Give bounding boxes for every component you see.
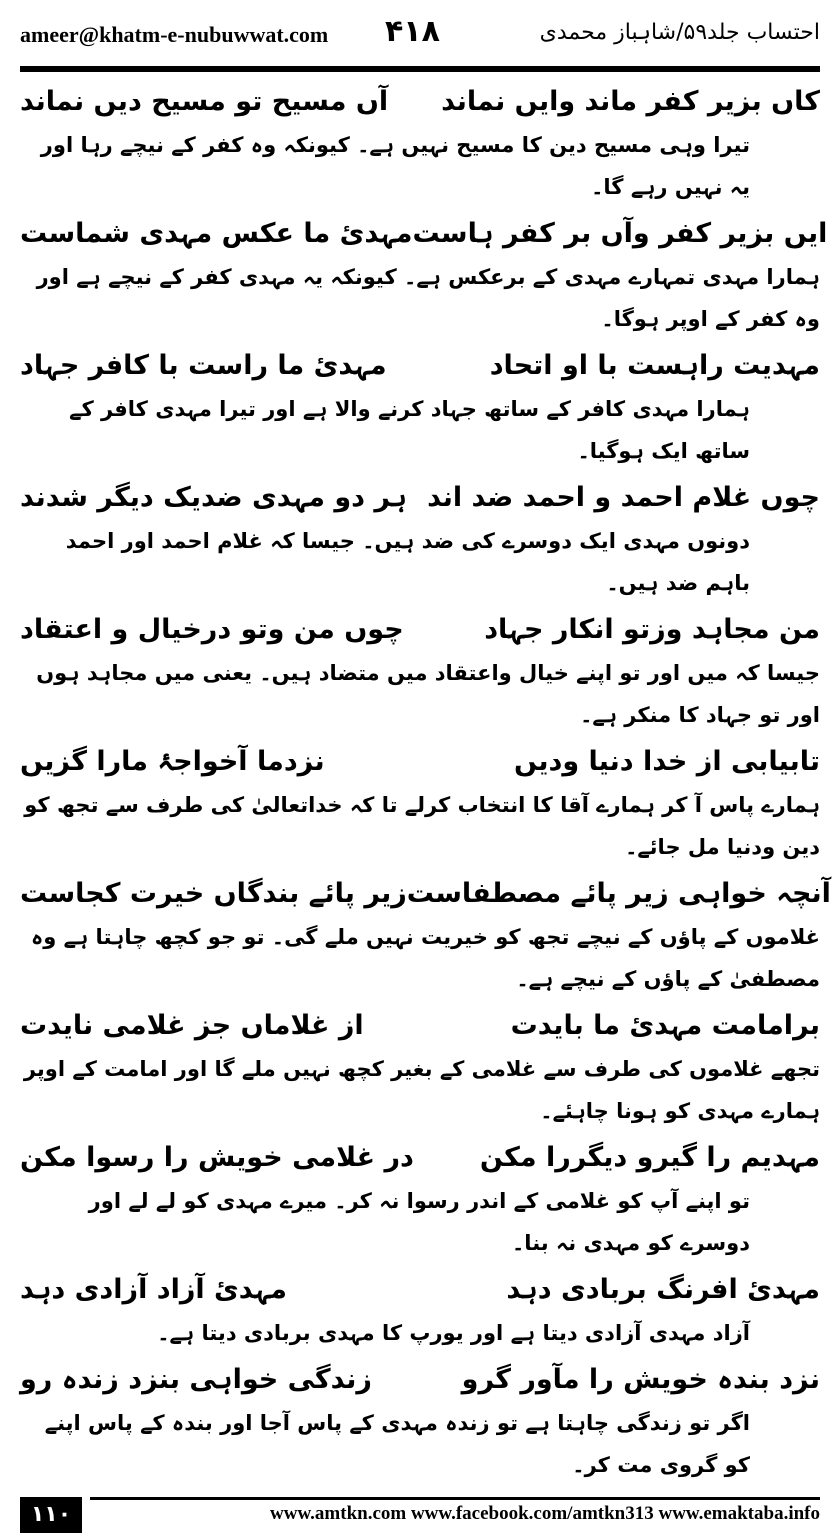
stanza bbox=[20, 80, 820, 208]
verse-line bbox=[20, 740, 820, 784]
verse-line bbox=[20, 1004, 820, 1048]
verse-line bbox=[20, 1136, 820, 1180]
footer-rule bbox=[90, 1497, 820, 1500]
email-address: ameer@khatm-e-nubuwwat.com bbox=[20, 22, 329, 47]
stanza bbox=[20, 1268, 820, 1354]
hemistich-first: زندگی خواہی بنزد زندہ رو bbox=[20, 1364, 372, 1395]
hemistich-first: از غلاماں جز غلامی نایدت bbox=[20, 1010, 364, 1041]
hemistich-first: زیر پائے بندگاں خیرت کجاست bbox=[20, 878, 407, 909]
book-title: احتساب جلد۵۹/شاہباز محمدی bbox=[539, 20, 820, 45]
translation: اگر تو زندگی چاہتا ہے تو زندہ مہدی کے پاس آجا اور بندہ کے پاس اپنے کو گروی مت کر۔ bbox=[44, 1411, 750, 1477]
hemistich-first: مہدیٔ آزاد آزادی دہد bbox=[20, 1274, 287, 1305]
hemistich-second: برامامت مہدیٔ ما بایدت bbox=[510, 1010, 820, 1041]
verse-line bbox=[20, 476, 820, 520]
hemistich-first: مہدیٔ ما راست با کافر جہاد bbox=[20, 350, 387, 381]
stanza bbox=[20, 1004, 820, 1132]
translation: تو اپنے آپ کو غلامی کے اندر رسوا نہ کر۔ میرے مہدی کو لے لے اور دوسرے کو مہدی نہ بنا۔ bbox=[88, 1189, 750, 1255]
hemistich-second: تابیابی از خدا دنیا ودیں bbox=[514, 746, 820, 777]
hemistich-second: مہدیٔ افرنگ بربادی دہد bbox=[506, 1274, 820, 1305]
stanza bbox=[20, 212, 828, 340]
verse-line bbox=[20, 344, 820, 388]
translation: ہمارے پاس آ کر ہمارے آقا کا انتخاب کرلے تا کہ خداتعالیٰ کی طرف سے تجھ کو دین ودنیا مل جائے۔ bbox=[24, 793, 820, 859]
poem-content bbox=[20, 80, 831, 1490]
stanza bbox=[20, 1136, 820, 1264]
verse-line bbox=[20, 608, 820, 652]
stanza bbox=[20, 344, 820, 472]
hemistich-first: چوں من وتو درخیال و اعتقاد bbox=[20, 614, 404, 645]
hemistich-second: مہدیت راہست با او اتحاد bbox=[489, 350, 820, 381]
stanza bbox=[20, 872, 831, 1000]
header-rule bbox=[20, 66, 820, 72]
translation: آزاد مہدی آزادی دیتا ہے اور یورپ کا مہدی بربادی دیتا ہے۔ bbox=[157, 1321, 750, 1345]
hemistich-first: ہر دو مہدی ضدیک دیگر شدند bbox=[20, 482, 407, 513]
footer-page-number: ۱۱۰ bbox=[20, 1497, 82, 1533]
hemistich-second: چوں غلام احمد و احمد ضد اند bbox=[427, 482, 820, 513]
hemistich-first: در غلامی خویش را رسوا مکن bbox=[20, 1142, 414, 1173]
hemistich-first: مہدیٔ ما عکس مہدی شماست bbox=[20, 218, 413, 249]
hemistich-first: آں مسیح تو مسیح دیں نماند bbox=[20, 86, 389, 117]
stanza bbox=[20, 476, 820, 604]
verse-line bbox=[20, 1268, 820, 1312]
verse-line bbox=[20, 212, 828, 256]
page-footer bbox=[20, 1497, 820, 1533]
hemistich-first: نزدما آخواجۂ مارا گزیں bbox=[20, 746, 325, 777]
translation: جیسا کہ میں اور تو اپنے خیال واعتقاد میں متضاد ہیں۔ یعنی میں مجاہد ہوں اور تو جہاد کا منکر ہے۔ bbox=[36, 661, 820, 727]
hemistich-second: من مجاہد وزتو انکار جہاد bbox=[484, 614, 820, 645]
translation: ہمارا مہدی کافر کے ساتھ جہاد کرنے والا ہے اور تیرا مہدی کافر کے ساتھ ایک ہوگیا۔ bbox=[69, 397, 750, 463]
hemistich-second: مہدیم را گیرو دیگررا مکن bbox=[479, 1142, 820, 1173]
hemistich-second: ایں بزیر کفر وآں بر کفر ہاست bbox=[412, 218, 828, 249]
translation: دونوں مہدی ایک دوسرے کی ضد ہیں۔ جیسا کہ غلام احمد اور احمد باہم ضد ہیں۔ bbox=[65, 529, 750, 595]
stanza bbox=[20, 1358, 820, 1486]
translation: تیرا وہی مسیح دین کا مسیح نہیں ہے۔ کیونکہ وہ کفر کے نیچے رہا اور یہ نہیں رہے گا۔ bbox=[40, 133, 750, 199]
hemistich-second: آنچہ خواہی زیر پائے مصطفاست bbox=[406, 878, 831, 909]
verse-line bbox=[20, 872, 831, 916]
book-page-number: ۴۱۸ bbox=[385, 14, 440, 49]
footer-links[interactable]: www.amtkn.com www.facebook.com/amtkn313 www.emaktaba.info bbox=[270, 1503, 820, 1524]
translation: تجھے غلاموں کی طرف سے غلامی کے بغیر کچھ نہیں ملے گا اور امامت کے اوپر ہمارے مہدی کو ہونا چاہئے۔ bbox=[23, 1057, 820, 1123]
stanza bbox=[20, 740, 820, 868]
verse-line bbox=[20, 1358, 820, 1402]
translation: غلاموں کے پاؤں کے نیچے تجھ کو خیریت نہیں ملے گی۔ تو جو کچھ چاہتا ہے وہ مصطفیٰ کے پاؤں کے نیچے ہے۔ bbox=[30, 925, 820, 991]
hemistich-second: کاں بزیر کفر ماند وایں نماند bbox=[441, 86, 820, 117]
translation: ہمارا مہدی تمہارے مہدی کے برعکس ہے۔ کیونکہ یہ مہدی کفر کے نیچے ہے اور وہ کفر کے اوپر ہوگا۔ bbox=[36, 265, 820, 331]
stanza bbox=[20, 608, 820, 736]
page-header bbox=[0, 0, 840, 62]
verse-line bbox=[20, 80, 820, 124]
hemistich-second: نزد بندہ خویش را مآور گرو bbox=[461, 1364, 820, 1395]
